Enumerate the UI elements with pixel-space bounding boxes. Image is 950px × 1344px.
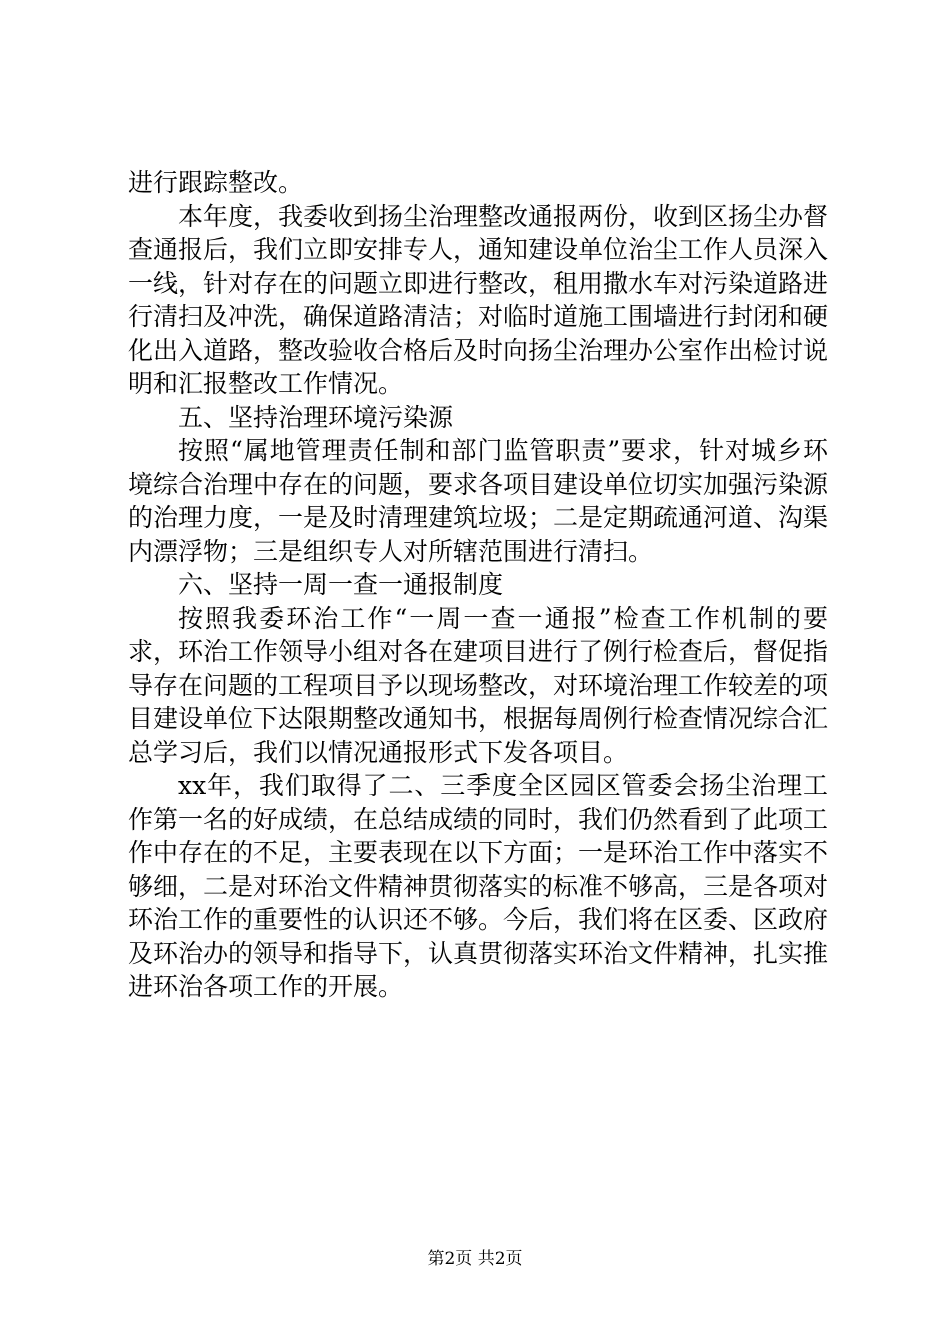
section-heading-5: 五、坚持治理环境污染源 [178,402,454,432]
page-footer: 第2页 共2页 [427,1249,523,1269]
paragraph-continuation: 进行跟踪整改。 [128,168,304,197]
paragraph-rectification: 本年度，我委收到扬尘治理整改通报两份，收到区扬尘办督查通报后，我们立即安排专人，通知建设单位治尘工作人员深入一线，针对存在的问题立即进行整改，租用撒水车对污染道路进行清扫及冲洗，确保道路清洁；对临时道施工围墙进行封闭和硬化出入道路，整改验收合格后及时向扬尘治理办公室作出检讨说明和汇报整改工作情况。 [128,201,829,398]
paragraph-summary: xx年，我们取得了二、三季度全区园区管委会扬尘治理工作第一名的好成绩，在总结成绩的同时，我们仍然看到了此项工作中存在的不足，主要表现在以下方面；一是环治工作中落实不够细，二是对环治文件精神贯彻落实的标准不够高，三是各项对环治工作的重要性的认识还不够。今后，我们将在区委、区政府及环治办的领导和指导下，认真贯彻落实环治文件精神，扎实推进环治各项工作的开展。 [128,771,829,1001]
section-heading-6: 六、坚持一周一查一通报制度 [178,570,504,599]
paragraph-pollution-control: 按照“属地管理责任制和部门监管职责”要求，针对城乡环境综合治理中存在的问题，要求各项目建设单位切实加强污染源的治理力度，一是及时清理建筑垃圾；二是定期疏通河道、沟渠内漂浮物；三是组织专人对所辖范围进行清扫。 [128,436,829,566]
document-body [128,166,828,1004]
paragraph-weekly-inspection: 按照我委环治工作“一周一查一通报”检查工作机制的要求，环治工作领导小组对各在建项目进行了例行检查后，督促指导存在问题的工程项目予以现场整改，对环境治理工作较差的项目建设单位下达限期整改通知书，根据每周例行检查情况综合汇总学习后，我们以情况通报形式下发各项目。 [128,603,829,767]
